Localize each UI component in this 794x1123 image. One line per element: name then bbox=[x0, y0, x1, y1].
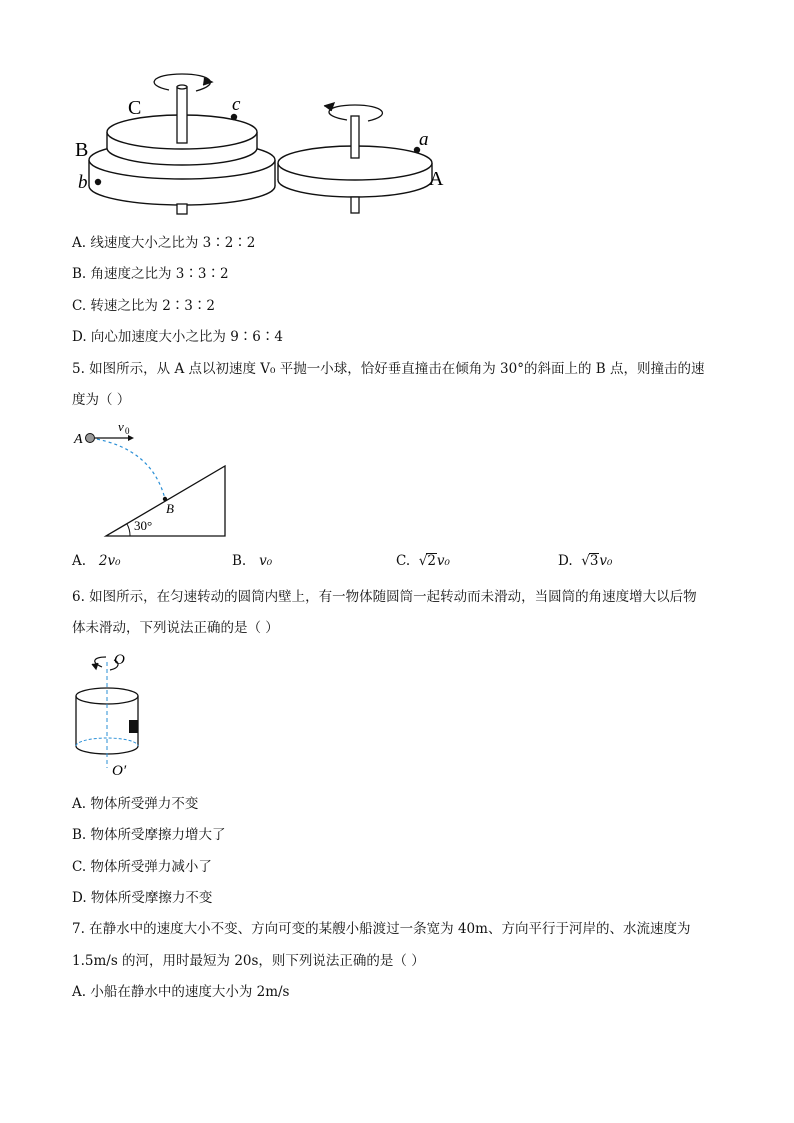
label-O: O bbox=[114, 652, 125, 668]
label-A: A bbox=[74, 432, 83, 447]
label-B: B bbox=[75, 139, 89, 161]
label-v0-sub: 0 bbox=[125, 426, 130, 436]
q5-option-c-suffix: v₀ bbox=[436, 553, 450, 569]
label-b: b bbox=[78, 172, 88, 193]
q4-option-b[interactable]: B. 角速度之比为 3∶3∶2 bbox=[72, 266, 229, 282]
q4-option-a[interactable]: A. 线速度大小之比为 3∶2∶2 bbox=[72, 235, 256, 251]
block-icon bbox=[129, 720, 138, 733]
q5-option-b-prefix: B. bbox=[232, 553, 247, 569]
q5-incline-figure bbox=[72, 418, 242, 543]
q5-option-b[interactable] bbox=[232, 551, 272, 571]
q6-option-b[interactable]: B. 物体所受摩擦力增大了 bbox=[72, 827, 226, 843]
q5-option-d-suffix: v₀ bbox=[599, 553, 613, 569]
label-c: c bbox=[232, 94, 241, 115]
q5-stem-line1: 5. 如图所示，从 A 点以初速度 V₀ 平抛一小球，恰好垂直撞击在倾角为 30°的斜面上的 B 点，则撞击的速 bbox=[72, 361, 705, 377]
q6-stem-line1: 6. 如图所示，在匀速转动的圆筒内壁上，有一物体随圆筒一起转动而未滑动，当圆筒的角速度增大以后物 bbox=[72, 589, 697, 605]
q5-stem-line2: 度为（ ） bbox=[72, 392, 131, 408]
q5-option-d-prefix: D. bbox=[558, 553, 573, 569]
q6-option-c[interactable]: C. 物体所受弹力减小了 bbox=[72, 859, 212, 875]
trajectory-dashed bbox=[91, 438, 165, 499]
label-a: a bbox=[419, 129, 429, 150]
q4-option-d[interactable]: D. 向心加速度大小之比为 9∶6∶4 bbox=[72, 329, 283, 345]
angle-arc bbox=[127, 524, 130, 536]
q6-option-a[interactable]: A. 物体所受弹力不变 bbox=[72, 796, 199, 812]
label-angle: 30° bbox=[134, 518, 153, 533]
label-B: B bbox=[166, 501, 174, 516]
q6-option-d[interactable]: D. 物体所受摩擦力不变 bbox=[72, 890, 213, 906]
q7-stem-line1: 7. 在静水中的速度大小不变、方向可变的某艘小船渡过一条宽为 40m、方向平行于河岸的、水流速度为 bbox=[72, 921, 691, 937]
q7-stem-line2: 1.5m/s 的河，用时最短为 20s，则下列说法正确的是（ ） bbox=[72, 953, 425, 969]
q4-disc-figure bbox=[72, 70, 462, 220]
q7-option-a[interactable]: A. 小船在静水中的速度大小为 2m/s bbox=[72, 984, 290, 1000]
label-A: A bbox=[429, 168, 444, 190]
q6-stem-line2: 体未滑动，下列说法正确的是（ ） bbox=[72, 620, 279, 636]
q4-option-c[interactable]: C. 转速之比为 2∶3∶2 bbox=[72, 298, 215, 314]
q5-option-a[interactable] bbox=[72, 551, 121, 571]
q5-option-c-prefix: C. bbox=[396, 553, 411, 569]
q5-option-d-radicand: 3 bbox=[589, 553, 599, 569]
q5-option-a-prefix: A. bbox=[72, 553, 87, 569]
q5-option-a-value: 2v₀ bbox=[98, 553, 121, 569]
ball-icon bbox=[86, 434, 95, 443]
q5-option-c[interactable]: C. √2v₀ bbox=[396, 553, 450, 569]
label-O-prime: O′ bbox=[112, 763, 127, 779]
q5-option-c-radicand: 2 bbox=[427, 553, 436, 569]
q5-option-d[interactable]: D. √3v₀ bbox=[558, 553, 613, 569]
q5-option-b-value: v₀ bbox=[259, 553, 273, 569]
label-v0: v bbox=[118, 419, 124, 434]
q6-cylinder-figure bbox=[72, 648, 162, 783]
point-b bbox=[95, 179, 101, 185]
label-C: C bbox=[128, 97, 142, 119]
